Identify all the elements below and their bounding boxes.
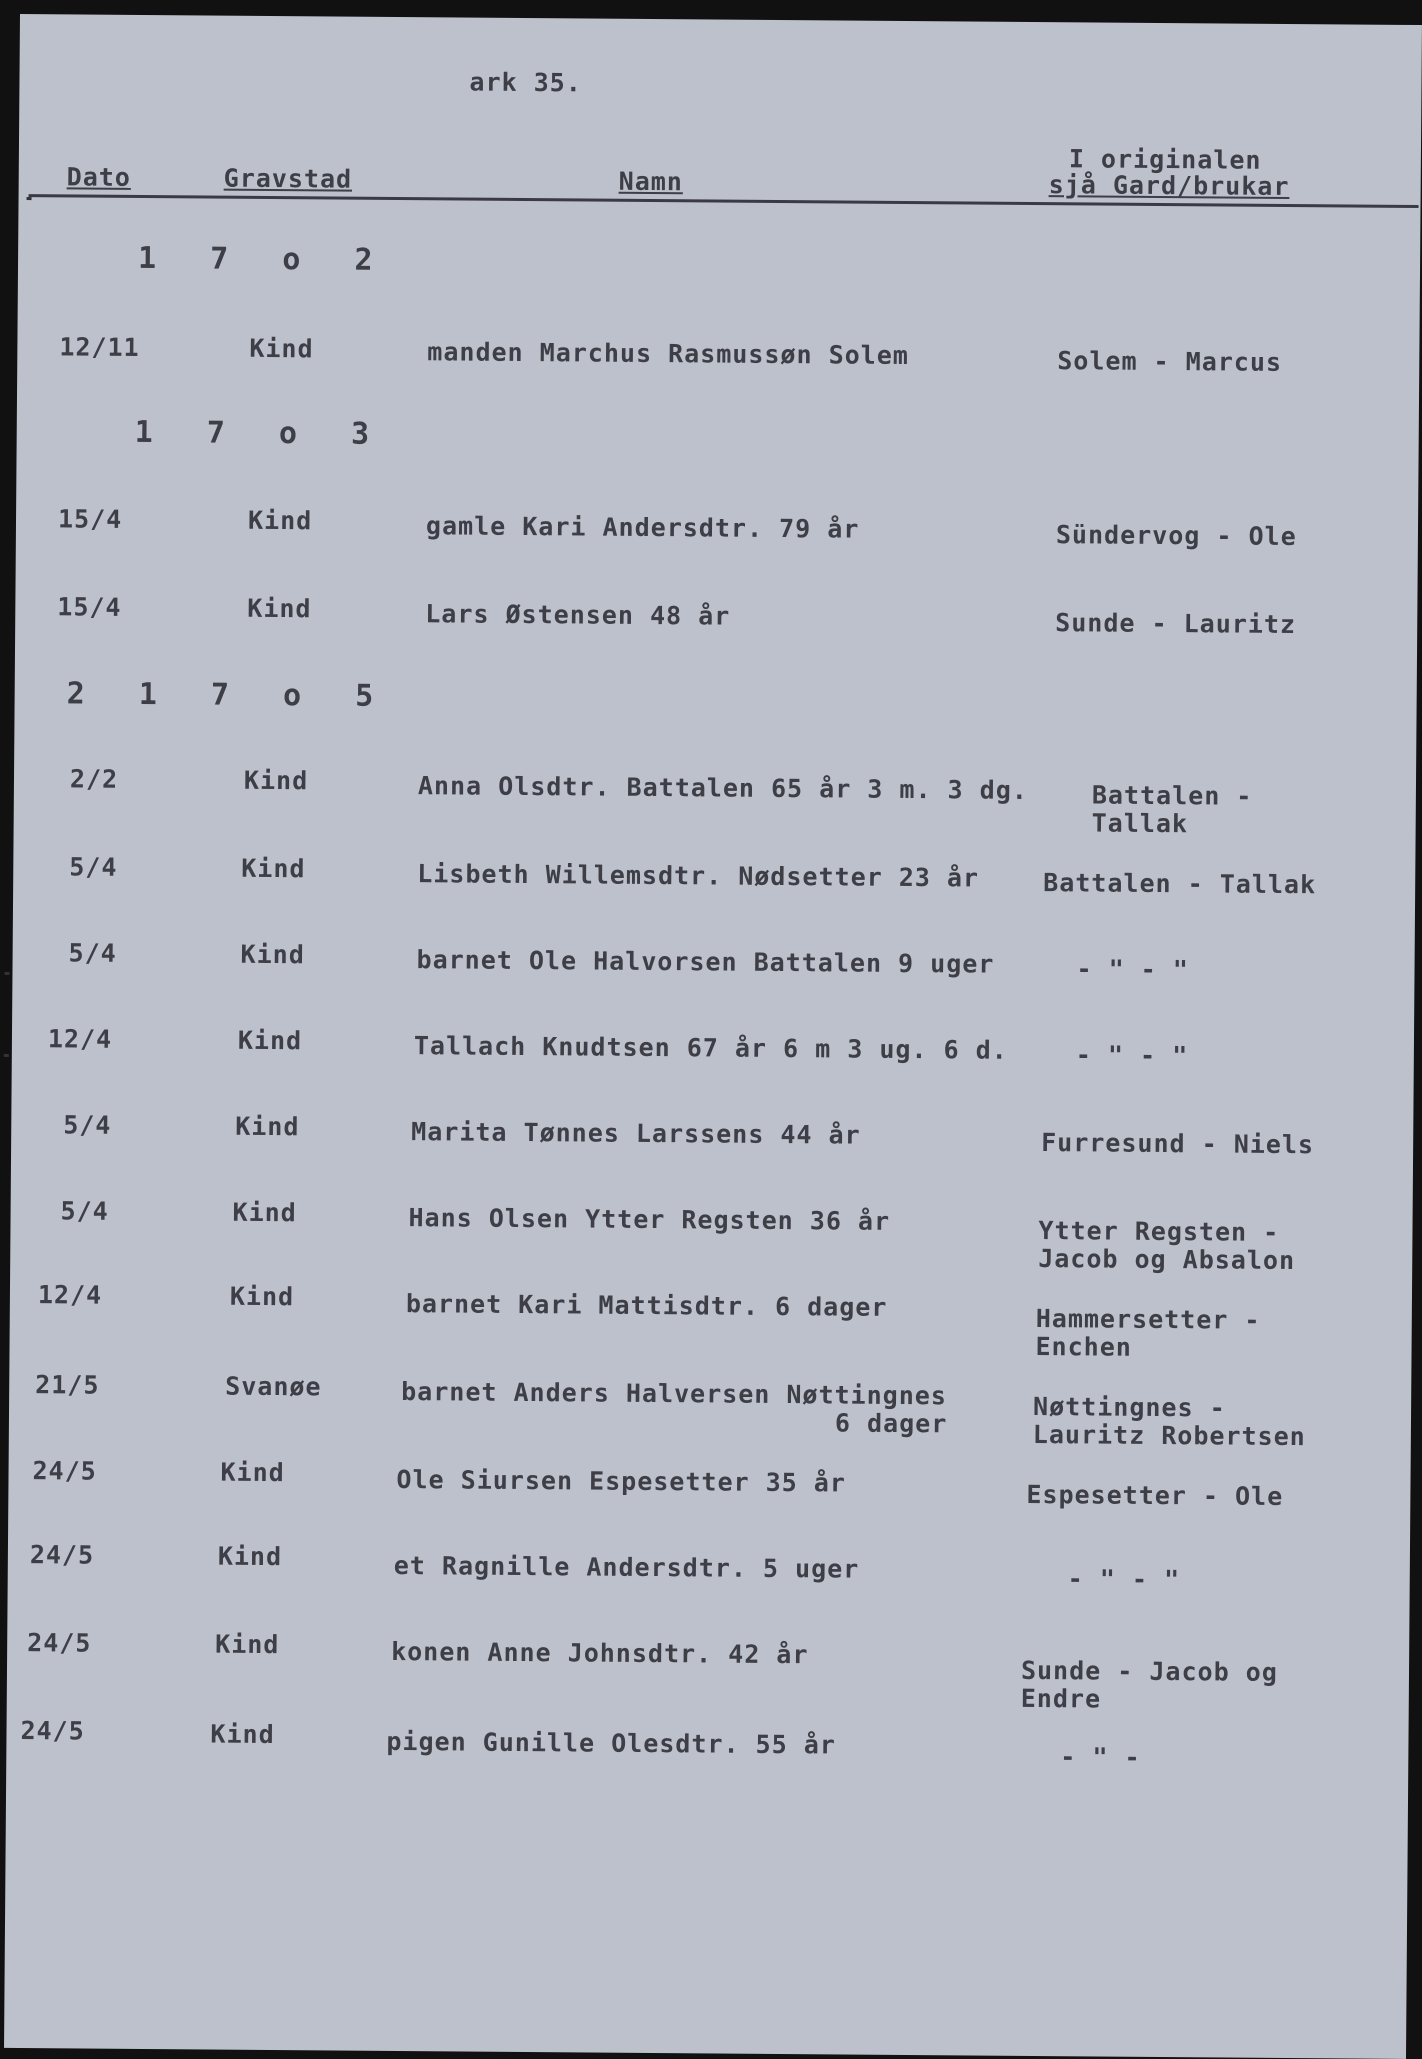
year-heading: 1 7 o 2 [137, 240, 391, 278]
entry-date: 24/5 [32, 1456, 97, 1486]
entry-name: Ole Siursen Espesetter 35 år [396, 1465, 847, 1498]
entry-original: - " - " [1067, 1564, 1181, 1595]
margin-mark [4, 972, 9, 975]
entry-place: Kind [220, 1457, 285, 1488]
entry-name: manden Marchus Rasmussøn Solem [427, 337, 910, 370]
entry-original: - " - [1060, 1742, 1141, 1772]
margin-mark [4, 1054, 9, 1057]
entry-original: Furresund - Niels [1041, 1128, 1315, 1160]
entry-place: Kind [232, 1197, 297, 1228]
entry-date: 15/4 [57, 592, 122, 622]
entry-original: Ytter Regsten - [1038, 1216, 1280, 1247]
entry-original: Sunde - Jacob og [1020, 1655, 1278, 1687]
entry-original: Sunde - Lauritz [1055, 608, 1297, 640]
sheet-label: ark 35. [469, 67, 582, 98]
entry-date: 24/5 [20, 1716, 85, 1746]
year-heading: 1 7 o 3 [134, 414, 388, 452]
entry-place: Kind [217, 1541, 283, 1572]
entry-name: Tallach Knudtsen 67 år 6 m 3 ug. 6 d. [413, 1031, 1008, 1065]
entry-date: 2/2 [69, 764, 119, 794]
entry-original-cont: Lauritz Robertsen [1032, 1419, 1306, 1452]
entry-name: pigen Gunille Olesdtr. 55 år [386, 1726, 836, 1760]
header-name: Namn [618, 166, 684, 197]
entry-original: Battalen - Tallak [1043, 868, 1317, 900]
entry-date: 5/4 [68, 938, 117, 968]
entry-name: et Ragnille Andersdtr. 5 uger [393, 1550, 860, 1584]
entry-name-cont: 6 dager [834, 1408, 948, 1439]
entry-date: 12/11 [59, 332, 140, 362]
entry-original-cont: Tallak [1091, 808, 1189, 839]
entry-date: 21/5 [35, 1370, 100, 1400]
entry-name: gamle Kari Andersdtr. 79 år [425, 511, 860, 544]
entry-date: 15/4 [57, 504, 123, 534]
entry-original-cont: Enchen [1035, 1332, 1132, 1362]
entry-date: 5/4 [60, 1196, 109, 1226]
entry-original: Hammersetter - [1035, 1304, 1261, 1335]
entry-place: Kind [240, 939, 305, 970]
entry-place: Svanøe [225, 1371, 322, 1402]
entry-date: 24/5 [29, 1540, 95, 1570]
entry-place: Kind [249, 333, 314, 364]
entry-date: 5/4 [63, 1110, 112, 1140]
entry-name: Lisbeth Willemsdtr. Nødsetter 23 år [417, 859, 980, 893]
entry-date: 24/5 [27, 1628, 92, 1658]
entry-date: 5/4 [69, 852, 118, 882]
entry-name: barnet Anders Halversen Nøttingnes [401, 1377, 948, 1411]
entry-original: - " - " [1076, 954, 1190, 985]
year-heading: 2 1 7 o 5 [66, 676, 392, 714]
header-original-line1: I originalen [1068, 144, 1262, 175]
entry-place: Kind [247, 505, 313, 536]
entry-place: Kind [229, 1281, 295, 1312]
entry-name: Lars Østensen 48 år [425, 599, 731, 631]
header-original-line2: sjå Gard/brukar [1048, 170, 1290, 201]
entry-place: Kind [241, 853, 306, 884]
entry-original: - " - " [1075, 1040, 1189, 1071]
entry-place: Kind [237, 1025, 303, 1056]
document-sheet [4, 14, 1422, 2059]
entry-name: konen Anne Johnsdtr. 42 år [391, 1636, 809, 1670]
entry-original: Nøttingnes - [1032, 1392, 1226, 1423]
entry-place: Kind [247, 593, 312, 624]
header-gravestad: Gravstad [223, 163, 353, 194]
entry-place: Kind [235, 1111, 300, 1142]
entry-original: Espesetter - Ole [1026, 1479, 1284, 1511]
entry-place: Kind [243, 765, 309, 796]
entry-name: Hans Olsen Ytter Regsten 36 år [408, 1203, 891, 1236]
margin-mark [27, 197, 32, 200]
header-date: Dato [66, 162, 132, 192]
entry-name: barnet Ole Halvorsen Battalen 9 uger [416, 945, 995, 979]
entry-original: Battalen - [1091, 780, 1253, 811]
entry-name: Anna Olsdtr. Battalen 65 år 3 m. 3 dg. [417, 771, 1029, 805]
entry-original: Sündervog - Ole [1055, 520, 1297, 552]
entry-original: Solem - Marcus [1057, 346, 1283, 377]
entry-name: barnet Kari Mattisdtr. 6 dager [405, 1289, 888, 1322]
entry-date: 12/4 [37, 1280, 103, 1310]
entry-original-cont: Endre [1020, 1683, 1102, 1714]
entry-date: 12/4 [47, 1024, 113, 1054]
entry-name: Marita Tønnes Larssens 44 år [411, 1117, 861, 1150]
entry-place: Kind [215, 1629, 280, 1660]
entry-place: Kind [210, 1719, 275, 1750]
entry-original-cont: Jacob og Absalon [1038, 1244, 1296, 1276]
